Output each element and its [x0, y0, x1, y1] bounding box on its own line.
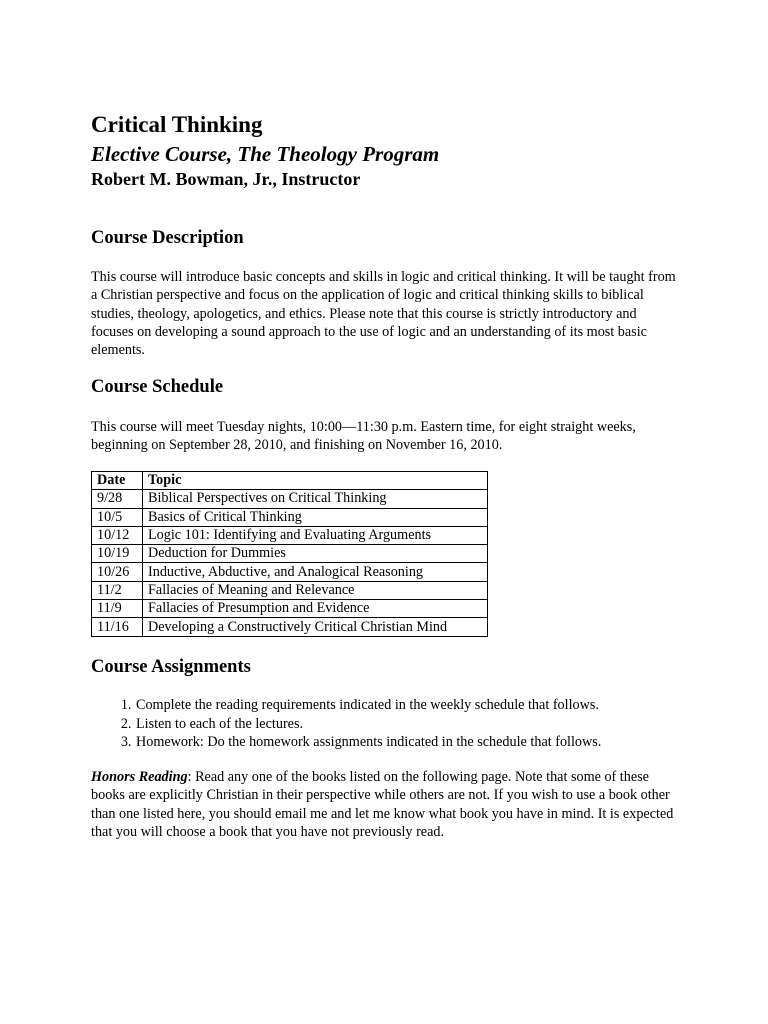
list-item: 3. Homework: Do the homework assignments indicated in the schedule that follows. — [135, 733, 695, 752]
honors-reading-label: Honors Reading — [91, 769, 188, 785]
honors-reading-text: : Read any one of the books listed on the following page. Note that some of these books are explicitly Christian in their perspective while others are not. If you wish to use a book other than one listed here, you should email me and let me know what book you have in mind. It is expected that you will choose a book that you have not previously read. — [91, 769, 674, 840]
assignments-list — [91, 696, 695, 752]
topic-cell: Biblical Perspectives on Critical Thinking — [143, 490, 488, 508]
topic-cell: Basics of Critical Thinking — [143, 508, 488, 526]
topic-cell: Inductive, Abductive, and Analogical Reasoning — [143, 563, 488, 581]
instructor-name: Robert M. Bowman, Jr., Instructor — [91, 169, 361, 189]
date-cell: 11/2 — [92, 581, 143, 599]
topic-cell: Logic 101: Identifying and Evaluating Arguments — [143, 526, 488, 544]
date-cell: 10/12 — [92, 526, 143, 544]
table-row — [92, 581, 488, 599]
table-header-row — [92, 472, 488, 490]
honors-reading-paragraph — [91, 768, 681, 841]
schedule-table — [91, 471, 488, 637]
table-row — [92, 545, 488, 563]
list-item: 2. Listen to each of the lectures. — [135, 715, 695, 734]
table-row — [92, 563, 488, 581]
list-item: 1. Complete the reading requirements indicated in the weekly schedule that follows. — [135, 696, 695, 715]
course-description-heading: Course Description — [91, 228, 244, 248]
course-schedule-text: This course will meet Tuesday nights, 10:00—11:30 p.m. Eastern time, for eight straight weeks, beginning on September 28, 2010, and finishing on November 16, 2010. — [91, 419, 636, 454]
table-row — [92, 600, 488, 618]
date-cell: 11/9 — [92, 600, 143, 618]
column-header-topic: Topic — [143, 472, 488, 490]
date-cell: 9/28 — [92, 490, 143, 508]
table-row — [92, 526, 488, 544]
table-row — [92, 618, 488, 636]
course-assignments-heading: Course Assignments — [91, 657, 251, 677]
course-description-text: This course will introduce basic concepts and skills in logic and critical thinking. It will be taught from a Christian perspective and focus on the application of logic and critical thinking skills to biblical studies, theology, apologetics, and ethics. Please note that this course is strictly introductory and focuses on developing a sound approach to the use of logic and an understanding of its most basic elements. — [91, 269, 676, 359]
course-subtitle: Elective Course, The Theology Program — [91, 142, 440, 166]
table-row — [92, 508, 488, 526]
date-cell: 10/19 — [92, 545, 143, 563]
topic-cell: Fallacies of Meaning and Relevance — [143, 581, 488, 599]
date-cell: 10/5 — [92, 508, 143, 526]
topic-cell: Developing a Constructively Critical Christian Mind — [143, 618, 488, 636]
date-cell: 11/16 — [92, 618, 143, 636]
page-title: Critical Thinking — [91, 112, 263, 137]
table-row — [92, 490, 488, 508]
topic-cell: Fallacies of Presumption and Evidence — [143, 600, 488, 618]
column-header-date: Date — [92, 472, 143, 490]
topic-cell: Deduction for Dummies — [143, 545, 488, 563]
date-cell: 10/26 — [92, 563, 143, 581]
course-schedule-heading: Course Schedule — [91, 377, 224, 397]
